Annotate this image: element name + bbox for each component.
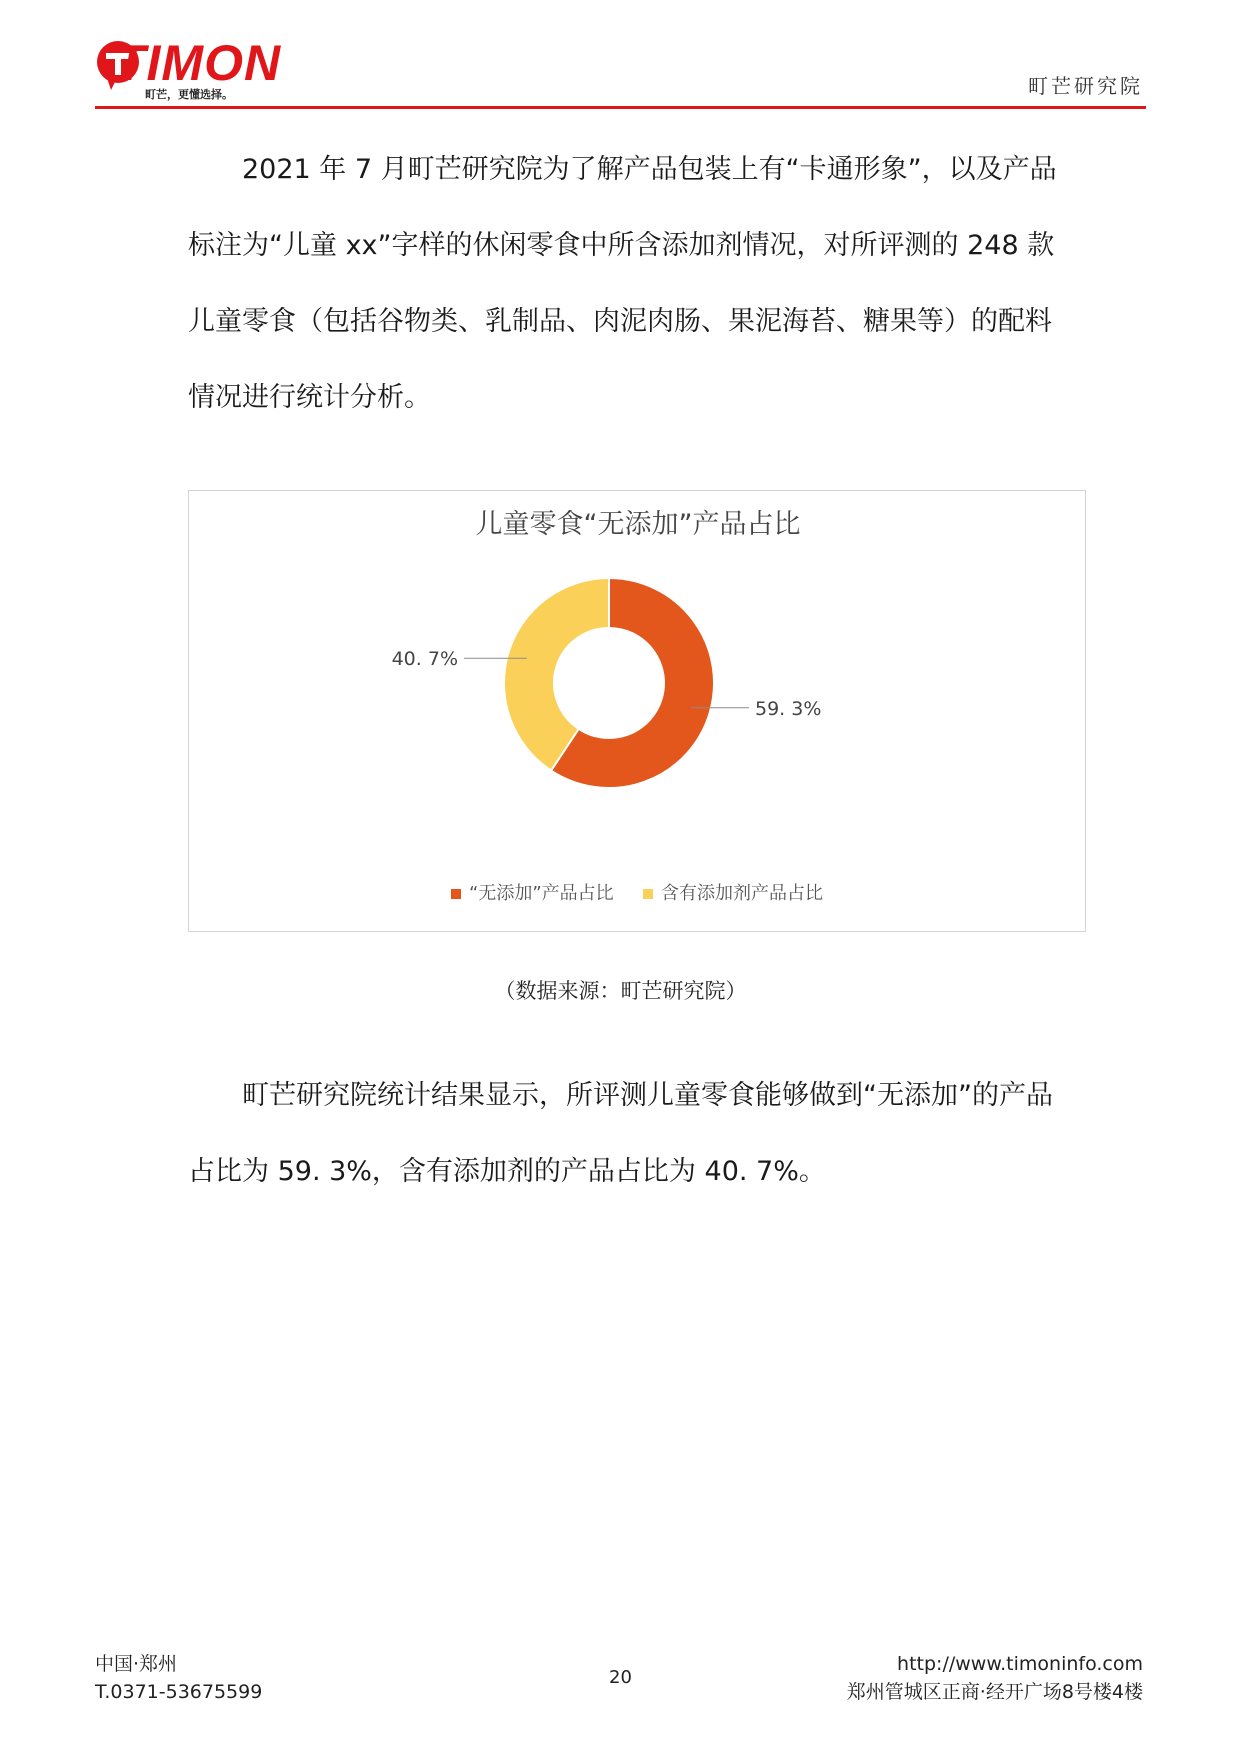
header-org-name: 町芒研究院 <box>1028 74 1143 98</box>
logo-slogan: 町芒，更懂选择。 <box>145 88 233 101</box>
result-paragraph: 町芒研究院统计结果显示，所评测儿童零食能够做到“无添加”的产品占比为 59. 3%，含有添加剂的产品占比为 40. 7%。 <box>188 1080 1053 1187</box>
chart-source-caption: （数据来源：町芒研究院） <box>494 979 747 1003</box>
footer-website[interactable]: http://www.timoninfo.com <box>897 1653 1143 1675</box>
logo-wordmark: TIMON <box>115 35 282 91</box>
data-label-1: 59. 3% <box>755 697 822 720</box>
data-label-2: 40. 7% <box>391 648 458 671</box>
legend-label-2: 含有添加剂产品占比 <box>661 883 823 904</box>
donut-chart-svg <box>189 491 1087 933</box>
legend-swatch-1 <box>451 889 461 899</box>
timon-logo <box>95 35 285 101</box>
footer-address: 郑州管城区正商·经开广场8号楼4楼 <box>846 1681 1143 1703</box>
chart-title: 儿童零食“无添加”产品占比 <box>475 509 801 540</box>
footer-location: 中国·郑州 <box>95 1653 178 1675</box>
intro-paragraph: 2021 年 7 月町芒研究院为了解产品包装上有“卡通形象”，以及产品标注为“儿童 xx”字样的休闲零食中所含添加剂情况，对所评测的 248 款儿童零食（包括谷物类、乳制品、肉泥肉肠、果泥海苔、糖果等）的配料情况进行统计分析。 <box>188 154 1057 413</box>
legend-label-1: “无添加”产品占比 <box>469 883 614 904</box>
donut-chart <box>188 490 1086 932</box>
footer-address-block <box>847 1650 1143 1706</box>
legend-swatch-2 <box>643 889 653 899</box>
footer-phone: T.0371-53675599 <box>95 1681 263 1703</box>
header-divider <box>95 106 1146 109</box>
page-number: 20 <box>609 1667 632 1688</box>
